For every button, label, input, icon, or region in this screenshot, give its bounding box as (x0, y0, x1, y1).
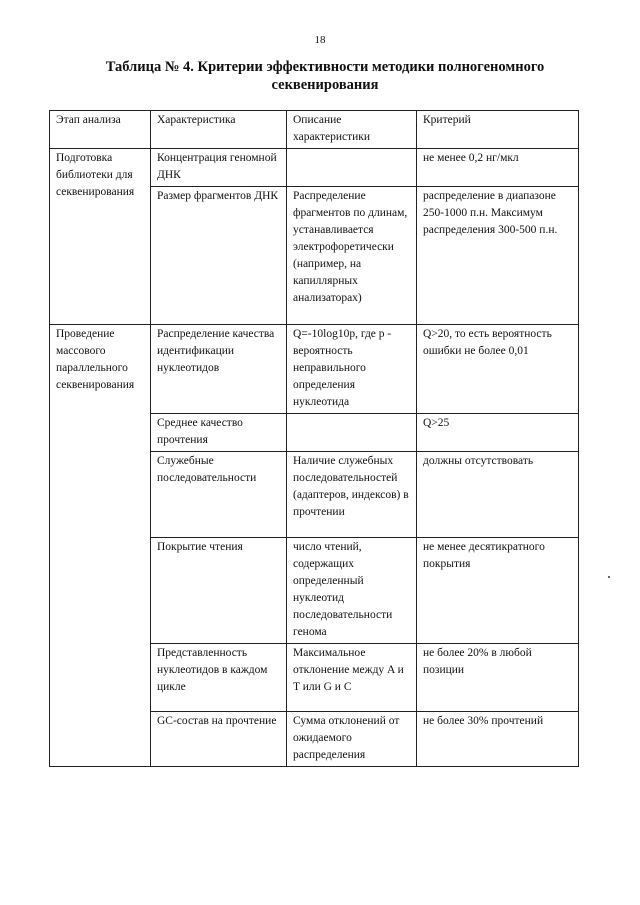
scan-speck (608, 576, 610, 578)
characteristic-cell: Служебные последовательности (151, 452, 287, 538)
criterion-cell: не менее 0,2 нг/мкл (417, 149, 579, 187)
description-cell (287, 414, 417, 452)
criterion-cell: Q>20, то есть вероятность ошибки не более 0,01 (417, 325, 579, 414)
characteristic-cell: Размер фрагментов ДНК (151, 187, 287, 325)
description-cell: число чтений, содержащих определенный нуклеотид последовательности генома (287, 538, 417, 644)
characteristic-cell: GC-состав на прочтение (151, 712, 287, 767)
characteristic-cell: Концентрация геномной ДНК (151, 149, 287, 187)
criterion-cell: не менее десятикратного покрытия (417, 538, 579, 644)
description-cell: Наличие служебных последовательностей (адаптеров, индексов) в прочтении (287, 452, 417, 538)
table-header-row (50, 111, 579, 149)
criterion-cell: Q>25 (417, 414, 579, 452)
page-number: 18 (314, 34, 326, 46)
characteristic-cell: Распределение качества идентификации нуклеотидов (151, 325, 287, 414)
table-title: Таблица № 4. Критерии эффективности методики полногеномного секвенирования (105, 59, 545, 93)
description-cell: Распределение фрагментов по длинам, устанавливается электрофоретически (например, на капиллярных анализаторах) (287, 187, 417, 325)
description-cell: Максимальное отклонение между A и T или G и C (287, 644, 417, 712)
description-cell (287, 149, 417, 187)
criterion-cell: распределение в диапазоне 250-1000 п.н. Максимум распределения 300-500 п.н. (417, 187, 579, 325)
criterion-cell: не более 30% прочтений (417, 712, 579, 767)
criterion-cell: должны отсутствовать (417, 452, 579, 538)
stage-cell: Проведение массового параллельного секвенирования (50, 325, 151, 767)
description-cell: Сумма отклонений от ожидаемого распределения (287, 712, 417, 767)
header-criterion: Критерий (417, 111, 579, 149)
characteristic-cell: Среднее качество прочтения (151, 414, 287, 452)
criterion-cell: не более 20% в любой позиции (417, 644, 579, 712)
table-row (50, 325, 579, 414)
stage-cell: Подготовка библиотеки для секвенирования (50, 149, 151, 325)
table-row (50, 149, 579, 187)
description-cell: Q=-10log10p, где p - вероятность неправильного определения нуклеотида (287, 325, 417, 414)
characteristic-cell: Представленность нуклеотидов в каждом цикле (151, 644, 287, 712)
header-characteristic: Характеристика (151, 111, 287, 149)
criteria-table (49, 110, 579, 767)
header-description: Описание характеристики (287, 111, 417, 149)
header-stage: Этап анализа (50, 111, 151, 149)
characteristic-cell: Покрытие чтения (151, 538, 287, 644)
